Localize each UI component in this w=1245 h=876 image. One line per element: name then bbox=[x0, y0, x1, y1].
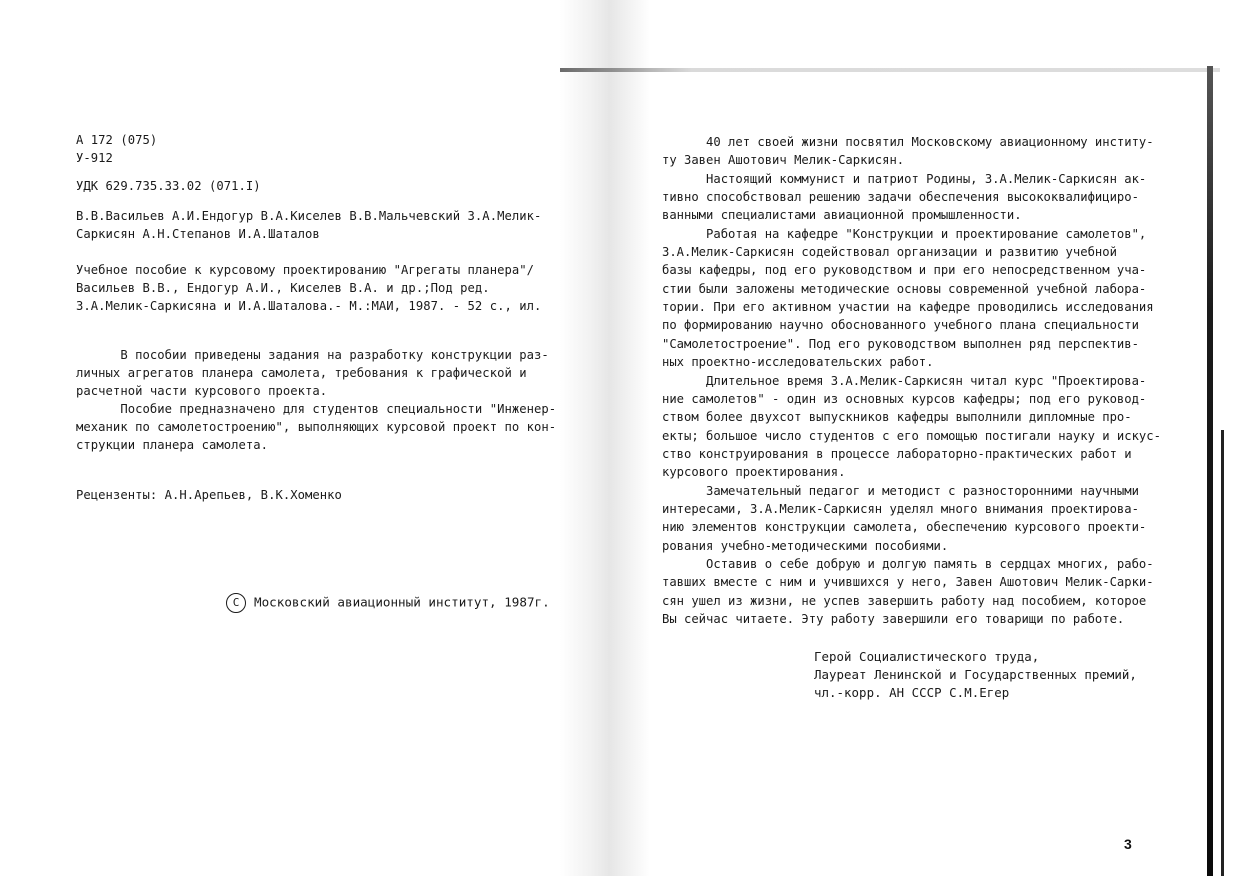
body-line: тории. При его активном участии на кафедре проводились исследования bbox=[662, 300, 1154, 314]
body-line: сян ушел из жизни, не успев завершить работу над пособием, которое bbox=[662, 594, 1147, 608]
page-top-edge bbox=[560, 68, 1220, 72]
body-line: екты; большое число студентов с его помощью постигали науку и искус- bbox=[662, 429, 1161, 443]
body-line: рования учебно-методическими пособиями. bbox=[662, 539, 949, 553]
body-line: стии были заложены методические основы современной учебной лабора- bbox=[662, 282, 1147, 296]
page-gutter bbox=[560, 0, 650, 876]
udc-code: УДК 629.735.33.02 (071.I) bbox=[76, 179, 261, 193]
signature-line: Лауреат Ленинской и Государственных премий, bbox=[814, 667, 1137, 682]
body-line: Вы сейчас читаете. Эту работу завершили его товарищи по работе. bbox=[662, 612, 1125, 626]
abstract-line: В пособии приведены задания на разработку конструкции раз- bbox=[76, 348, 549, 362]
body-line: Длительное время З.А.Мелик-Саркисян читал курс "Проектирова- bbox=[662, 374, 1147, 388]
body-line: З.А.Мелик-Саркисян содействовал организации и развитию учебной bbox=[662, 245, 1117, 259]
body-line: Настоящий коммунист и патриот Родины, З.А.Мелик-Саркисян ак- bbox=[662, 172, 1147, 186]
bibliographic-line: З.А.Мелик-Саркисяна и И.А.Шаталова.- М.:МАИ, 1987. - 52 с., ил. bbox=[76, 299, 542, 313]
catalog-code: А 172 (075) bbox=[76, 133, 158, 147]
body-line: Замечательный педагог и методист с разносторонними научными bbox=[662, 484, 1139, 498]
body-line: по формированию научно обоснованного учебного плана специальности bbox=[662, 318, 1139, 332]
authors-line: Саркисян А.Н.Степанов И.А.Шаталов bbox=[76, 227, 320, 241]
body-line: ту Завен Ашотович Мелик-Саркисян. bbox=[662, 153, 905, 167]
body-line: тавших вместе с ним и учившихся у него, Завен Ашотович Мелик-Сарки- bbox=[662, 575, 1154, 589]
body-line: ных проектно-исследовательских работ. bbox=[662, 355, 934, 369]
body-line: Оставив о себе добрую и долгую память в сердцах многих, рабо- bbox=[662, 557, 1154, 571]
authors-line: В.В.Васильев А.И.Ендогур В.А.Киселев В.В.Мальчевский З.А.Мелик- bbox=[76, 209, 542, 223]
signature-line: Герой Социалистического труда, bbox=[814, 649, 1040, 664]
copyright-line bbox=[226, 593, 550, 613]
body-line: тивно способствовал решению задачи обеспечения высококвалифициро- bbox=[662, 190, 1139, 204]
bibliographic-line: Васильев В.В., Ендогур А.И., Киселев В.А. и др.;Под ред. bbox=[76, 281, 490, 295]
body-line: Работая на кафедре "Конструкции и проектирование самолетов", bbox=[662, 227, 1147, 241]
body-line: базы кафедры, под его руководством и при его непосредственном уча- bbox=[662, 263, 1147, 277]
abstract-line: струкции планера самолета. bbox=[76, 438, 269, 452]
body-line: "Самолетостроение". Под его руководством выполнен ряд перспектив- bbox=[662, 337, 1139, 351]
catalog-code: У-912 bbox=[76, 151, 113, 165]
abstract-line: Пособие предназначено для студентов специальности "Инженер- bbox=[76, 402, 557, 416]
abstract-line: личных агрегатов планера самолета, требования к графической и bbox=[76, 366, 527, 380]
bibliographic-line: Учебное пособие к курсовому проектированию "Агрегаты планера"/ bbox=[76, 263, 535, 277]
reviewers: Рецензенты: А.Н.Арепьев, В.К.Хоменко bbox=[76, 488, 342, 502]
body-line: ние самолетов" - один из основных курсов кафедры; под его руковод- bbox=[662, 392, 1147, 406]
body-line: нию элементов конструкции самолета, обеспечению курсового проекти- bbox=[662, 520, 1147, 534]
body-line: интересами, З.А.Мелик-Саркисян уделял много внимания проектирова- bbox=[662, 502, 1139, 516]
copyright-icon: C bbox=[226, 593, 246, 613]
body-line: ванными специалистами авиационной промышленности. bbox=[662, 208, 1022, 222]
body-line: ство конструирования в процессе лабораторно-практических работ и bbox=[662, 447, 1132, 461]
body-line: курсового проектирования. bbox=[662, 465, 846, 479]
abstract-line: механик по самолетостроению", выполняющих курсовой проект по кон- bbox=[76, 420, 557, 434]
copyright-text: Московский авиационный институт, 1987г. bbox=[254, 594, 550, 610]
body-line: ством более двухсот выпускников кафедры выполнили дипломные про- bbox=[662, 410, 1132, 424]
page-right-edge bbox=[1207, 66, 1213, 876]
page-number: 3 bbox=[1124, 836, 1132, 852]
abstract-line: расчетной части курсового проекта. bbox=[76, 384, 328, 398]
page-right-edge-shadow bbox=[1221, 430, 1224, 876]
body-line: 40 лет своей жизни посвятил Московскому авиационному институ- bbox=[662, 135, 1154, 149]
signature-line: чл.-корр. АН СССР С.М.Егер bbox=[814, 685, 1010, 700]
